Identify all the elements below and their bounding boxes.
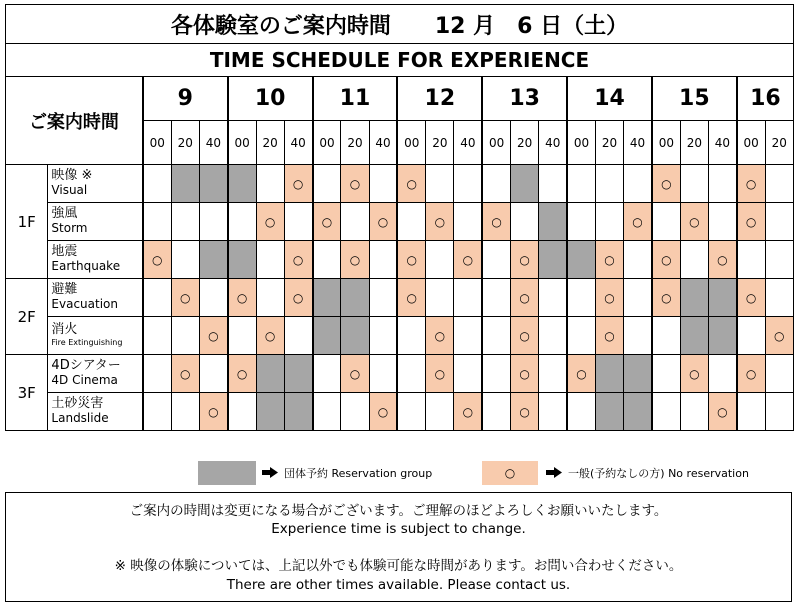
room-row xyxy=(6,355,794,393)
slot-empty xyxy=(737,317,765,355)
slot-general: ○ xyxy=(454,393,482,431)
slot-empty xyxy=(539,165,567,203)
slot-empty xyxy=(426,241,454,279)
slot-empty xyxy=(482,317,510,355)
slot-empty xyxy=(284,317,312,355)
slot-general: ○ xyxy=(426,355,454,393)
room-name-en: Storm xyxy=(51,221,88,236)
floor-label: 1F xyxy=(6,165,48,279)
slot-empty xyxy=(567,203,595,241)
slot-general: ○ xyxy=(511,317,539,355)
slot-empty xyxy=(426,165,454,203)
room-name xyxy=(48,279,143,317)
minute-header: 40 xyxy=(199,121,227,165)
slot-general: ○ xyxy=(284,241,312,279)
slot-empty xyxy=(482,241,510,279)
hour-header: 15 xyxy=(652,77,737,121)
room-name-ja: 消火 xyxy=(51,322,78,338)
slot-reserved-group xyxy=(709,279,737,317)
room-name-ja: 土砂災害 xyxy=(51,396,104,412)
room-name-en: Fire Extinguishing xyxy=(51,338,123,348)
slot-reserved-group xyxy=(256,393,284,431)
slot-empty xyxy=(454,279,482,317)
slot-general: ○ xyxy=(171,279,199,317)
slot-empty xyxy=(397,355,425,393)
slot-empty xyxy=(369,241,397,279)
minute-header: 40 xyxy=(284,121,312,165)
legend-general-label: 一般(予約なしの方) No reservation xyxy=(568,467,749,480)
minute-header: 20 xyxy=(680,121,708,165)
slot-empty xyxy=(369,165,397,203)
room-name-ja: 避難 xyxy=(51,282,78,298)
room-name-ja: 強風 xyxy=(51,206,78,222)
slot-general: ○ xyxy=(171,355,199,393)
slot-empty xyxy=(171,203,199,241)
slot-empty xyxy=(624,317,652,355)
room-row xyxy=(6,393,794,431)
slot-empty xyxy=(765,355,793,393)
slot-reserved-group xyxy=(199,165,227,203)
minute-header: 40 xyxy=(539,121,567,165)
slot-general: ○ xyxy=(567,355,595,393)
room-name-en: Earthquake xyxy=(51,259,121,274)
slot-empty xyxy=(624,279,652,317)
slot-reserved-group xyxy=(284,393,312,431)
page-subtitle: TIME SCHEDULE FOR EXPERIENCE xyxy=(6,44,794,77)
slot-general: ○ xyxy=(680,355,708,393)
arrow-right-icon xyxy=(262,467,278,478)
note-visual-en: There are other times available. Please contact us. xyxy=(226,577,571,593)
slot-empty xyxy=(454,355,482,393)
room-row xyxy=(6,165,794,203)
slot-reserved-group xyxy=(595,355,623,393)
slot-general: ○ xyxy=(652,165,680,203)
room-row xyxy=(6,203,794,241)
slot-empty xyxy=(737,393,765,431)
slot-empty xyxy=(397,317,425,355)
slot-empty xyxy=(256,165,284,203)
room-name xyxy=(48,241,143,279)
minute-header: 20 xyxy=(595,121,623,165)
slot-empty xyxy=(482,393,510,431)
room-name-en: 4D Cinema xyxy=(51,373,118,388)
slot-empty xyxy=(539,355,567,393)
minute-header: 00 xyxy=(143,121,171,165)
room-name xyxy=(48,393,143,431)
slot-empty xyxy=(228,393,256,431)
slot-general: ○ xyxy=(369,393,397,431)
minute-header: 20 xyxy=(256,121,284,165)
room-name-en: Visual xyxy=(51,183,88,198)
room-name xyxy=(48,355,143,393)
notes-box xyxy=(5,492,792,602)
slot-empty xyxy=(680,393,708,431)
slot-empty xyxy=(595,203,623,241)
slot-reserved-group xyxy=(341,317,369,355)
slot-general: ○ xyxy=(482,203,510,241)
slot-general: ○ xyxy=(143,241,171,279)
room-row xyxy=(6,317,794,355)
row-header-label: ご案内時間 xyxy=(6,77,143,165)
slot-empty xyxy=(652,355,680,393)
slot-empty xyxy=(426,279,454,317)
slot-reserved-group xyxy=(567,241,595,279)
legend-group-label: 団体予約 Reservation group xyxy=(284,467,433,480)
slot-empty xyxy=(680,165,708,203)
slot-reserved-group xyxy=(709,317,737,355)
note-change-en: Experience time is subject to change. xyxy=(271,521,526,537)
slot-empty xyxy=(709,355,737,393)
slot-empty xyxy=(143,355,171,393)
legend xyxy=(0,461,800,485)
slot-general: ○ xyxy=(313,203,341,241)
slot-empty xyxy=(482,279,510,317)
slot-reserved-group xyxy=(595,393,623,431)
slot-general: ○ xyxy=(284,165,312,203)
slot-empty xyxy=(143,279,171,317)
slot-empty xyxy=(341,203,369,241)
slot-empty xyxy=(765,393,793,431)
slot-empty xyxy=(228,317,256,355)
minute-header: 00 xyxy=(313,121,341,165)
slot-reserved-group xyxy=(680,317,708,355)
note-visual-ja: ※ 映像の体験については、上記以外でも体験可能な時間があります。お問い合わせください。 xyxy=(114,558,683,574)
slot-general: ○ xyxy=(256,317,284,355)
floor-label: 3F xyxy=(6,355,48,431)
minute-header: 00 xyxy=(482,121,510,165)
slot-empty xyxy=(313,241,341,279)
slot-empty xyxy=(765,241,793,279)
slot-general: ○ xyxy=(341,355,369,393)
slot-empty xyxy=(737,241,765,279)
floor-label: 2F xyxy=(6,279,48,355)
slot-empty xyxy=(482,355,510,393)
slot-empty xyxy=(454,203,482,241)
slot-empty xyxy=(765,203,793,241)
slot-general: ○ xyxy=(511,241,539,279)
minute-header: 40 xyxy=(624,121,652,165)
slot-empty xyxy=(765,165,793,203)
slot-general: ○ xyxy=(595,279,623,317)
slot-empty xyxy=(341,393,369,431)
slot-general: ○ xyxy=(397,241,425,279)
slot-empty xyxy=(539,393,567,431)
slot-empty xyxy=(143,317,171,355)
room-name xyxy=(48,203,143,241)
slot-general: ○ xyxy=(341,165,369,203)
minute-header: 00 xyxy=(228,121,256,165)
room-name-ja: 地震 xyxy=(51,244,78,260)
slot-general: ○ xyxy=(199,393,227,431)
slot-reserved-group xyxy=(341,279,369,317)
slot-reserved-group xyxy=(256,355,284,393)
slot-empty xyxy=(652,393,680,431)
slot-empty xyxy=(454,165,482,203)
slot-reserved-group xyxy=(284,355,312,393)
slot-general: ○ xyxy=(652,241,680,279)
slot-general: ○ xyxy=(680,203,708,241)
minute-header: 00 xyxy=(652,121,680,165)
hour-header: 10 xyxy=(228,77,313,121)
slot-empty xyxy=(256,279,284,317)
slot-reserved-group xyxy=(313,279,341,317)
slot-reserved-group xyxy=(624,393,652,431)
slot-empty xyxy=(369,355,397,393)
slot-reserved-group xyxy=(228,165,256,203)
slot-reserved-group xyxy=(228,241,256,279)
schedule-table xyxy=(5,4,794,431)
hour-header: 16 xyxy=(737,77,794,121)
slot-empty xyxy=(397,203,425,241)
slot-empty xyxy=(482,165,510,203)
slot-empty xyxy=(228,203,256,241)
slot-general: ○ xyxy=(737,279,765,317)
slot-empty xyxy=(171,241,199,279)
legend-group-swatch xyxy=(198,461,256,485)
room-name-ja: 映像 ※ xyxy=(51,168,93,184)
slot-empty xyxy=(567,165,595,203)
slot-empty xyxy=(567,393,595,431)
slot-empty xyxy=(313,355,341,393)
hour-header: 14 xyxy=(567,77,652,121)
room-row xyxy=(6,241,794,279)
slot-general: ○ xyxy=(426,317,454,355)
slot-general: ○ xyxy=(369,203,397,241)
slot-general: ○ xyxy=(737,355,765,393)
minute-header: 20 xyxy=(765,121,793,165)
page-title: 各体験室のご案内時間 12 月 6 日（土） xyxy=(6,5,794,44)
slot-general: ○ xyxy=(397,279,425,317)
minute-header: 20 xyxy=(171,121,199,165)
slot-empty xyxy=(539,279,567,317)
slot-general: ○ xyxy=(397,165,425,203)
slot-general: ○ xyxy=(737,165,765,203)
slot-empty xyxy=(511,203,539,241)
slot-empty xyxy=(171,317,199,355)
slot-general: ○ xyxy=(624,203,652,241)
slot-reserved-group xyxy=(199,241,227,279)
slot-general: ○ xyxy=(228,355,256,393)
slot-empty xyxy=(567,317,595,355)
slot-general: ○ xyxy=(595,317,623,355)
slot-general: ○ xyxy=(284,279,312,317)
slot-general: ○ xyxy=(709,241,737,279)
slot-empty xyxy=(567,279,595,317)
hour-header: 11 xyxy=(313,77,398,121)
slot-reserved-group xyxy=(171,165,199,203)
slot-empty xyxy=(369,279,397,317)
slot-general: ○ xyxy=(709,393,737,431)
slot-reserved-group xyxy=(539,203,567,241)
slot-general: ○ xyxy=(737,203,765,241)
slot-empty xyxy=(313,393,341,431)
slot-empty xyxy=(680,241,708,279)
minute-header: 40 xyxy=(709,121,737,165)
note-change-ja: ご案内の時間は変更になる場合がございます。ご理解のほどよろしくお願いいたします。 xyxy=(129,503,668,519)
slot-general: ○ xyxy=(454,241,482,279)
slot-empty xyxy=(199,355,227,393)
slot-general: ○ xyxy=(426,203,454,241)
slot-empty xyxy=(284,203,312,241)
minute-header: 40 xyxy=(454,121,482,165)
slot-general: ○ xyxy=(256,203,284,241)
hour-header: 12 xyxy=(397,77,482,121)
slot-empty xyxy=(143,203,171,241)
slot-general: ○ xyxy=(511,393,539,431)
legend-general-swatch: ○ xyxy=(482,461,538,485)
slot-empty xyxy=(426,393,454,431)
slot-general: ○ xyxy=(228,279,256,317)
hour-header: 9 xyxy=(143,77,228,121)
slot-empty xyxy=(256,241,284,279)
slot-empty xyxy=(454,317,482,355)
room-row xyxy=(6,279,794,317)
slot-empty xyxy=(397,393,425,431)
room-name-en: Evacuation xyxy=(51,297,119,312)
slot-empty xyxy=(313,165,341,203)
slot-empty xyxy=(143,393,171,431)
slot-general: ○ xyxy=(511,279,539,317)
slot-empty xyxy=(765,279,793,317)
slot-empty xyxy=(624,165,652,203)
slot-general: ○ xyxy=(595,241,623,279)
arrow-right-icon xyxy=(546,467,562,478)
slot-empty xyxy=(143,165,171,203)
minute-header: 00 xyxy=(397,121,425,165)
slot-reserved-group xyxy=(680,279,708,317)
slot-general: ○ xyxy=(511,355,539,393)
minute-header: 00 xyxy=(737,121,765,165)
slot-general: ○ xyxy=(199,317,227,355)
slot-reserved-group xyxy=(511,165,539,203)
slot-general: ○ xyxy=(341,241,369,279)
room-name-ja: 4Dシアター xyxy=(51,358,121,374)
slot-general: ○ xyxy=(765,317,793,355)
slot-empty xyxy=(652,203,680,241)
slot-empty xyxy=(595,165,623,203)
room-name xyxy=(48,165,143,203)
minute-header: 20 xyxy=(511,121,539,165)
slot-reserved-group xyxy=(313,317,341,355)
minute-header: 00 xyxy=(567,121,595,165)
slot-empty xyxy=(539,317,567,355)
room-name xyxy=(48,317,143,355)
slot-empty xyxy=(624,241,652,279)
minute-header: 20 xyxy=(426,121,454,165)
slot-reserved-group xyxy=(539,241,567,279)
slot-empty xyxy=(709,165,737,203)
hour-header: 13 xyxy=(482,77,567,121)
slot-empty xyxy=(709,203,737,241)
slot-empty xyxy=(171,393,199,431)
slot-general: ○ xyxy=(652,279,680,317)
slot-empty xyxy=(199,279,227,317)
slot-reserved-group xyxy=(624,355,652,393)
minute-header: 20 xyxy=(341,121,369,165)
minute-header: 40 xyxy=(369,121,397,165)
slot-empty xyxy=(369,317,397,355)
slot-empty xyxy=(652,317,680,355)
slot-empty xyxy=(199,203,227,241)
room-name-en: Landslide xyxy=(51,411,109,426)
